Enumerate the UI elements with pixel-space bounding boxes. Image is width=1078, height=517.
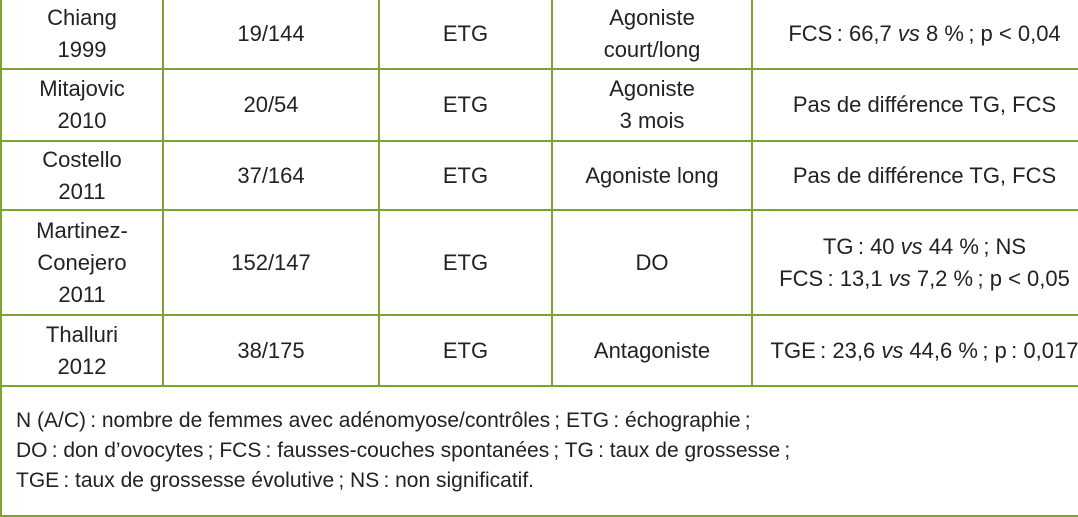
n-cell	[163, 141, 379, 210]
protocol-line: Agoniste	[609, 76, 695, 101]
result-cell	[752, 315, 1078, 386]
result-line: Pas de différence TG, FCS	[792, 162, 1057, 188]
study-cell	[1, 210, 163, 315]
n-value: 19/144	[237, 20, 305, 46]
table-row	[1, 141, 1078, 210]
footnote-row	[1, 386, 1078, 516]
footnote-line: DO : don d’ovocytes ; FCS : fausses-couches spontanées ; TG : taux de grossesse ;	[16, 439, 791, 462]
method-cell	[379, 69, 552, 141]
result-text: 44 % ; NS	[922, 233, 1027, 259]
study-cell	[1, 141, 163, 210]
study-name: Martinez-	[36, 217, 128, 243]
result-text: 7,2 % ; p < 0,05	[910, 265, 1070, 291]
result-text: 8 % ; p < 0,04	[919, 20, 1061, 46]
protocol-line: DO	[635, 249, 669, 275]
n-value: 152/147	[231, 249, 311, 275]
table-row	[1, 210, 1078, 315]
n-cell	[163, 69, 379, 141]
result-vs: vs	[881, 337, 904, 363]
n-value: 20/54	[243, 92, 299, 117]
study-year: 2011	[58, 281, 106, 307]
result-text: FCS : 13,1	[779, 265, 889, 291]
table-row	[1, 0, 1078, 69]
result-text: TG : 40	[822, 233, 901, 259]
method-value: ETG	[442, 249, 489, 275]
footnote-cell	[1, 386, 1078, 516]
result-text: FCS : 66,7	[788, 20, 898, 46]
method-cell	[379, 210, 552, 315]
study-name: Chiang	[47, 4, 117, 30]
study-cell	[1, 69, 163, 141]
study-name: Thalluri	[45, 321, 119, 347]
protocol-cell	[552, 0, 752, 69]
footnote-line: TGE : taux de grossesse évolutive ; NS : non significatif.	[16, 469, 535, 492]
protocol-line: Agoniste long	[585, 162, 719, 188]
result-line: Pas de différence TG, FCS	[792, 92, 1057, 117]
result-vs: vs	[900, 233, 923, 259]
table-row	[1, 315, 1078, 386]
protocol-cell	[552, 69, 752, 141]
table-row	[1, 69, 1078, 141]
n-cell	[163, 315, 379, 386]
study-year: 2010	[57, 108, 107, 133]
study-year: 1999	[57, 36, 107, 62]
n-cell	[163, 210, 379, 315]
method-value: ETG	[442, 337, 489, 363]
result-cell	[752, 69, 1078, 141]
protocol-line: 3 mois	[619, 108, 685, 133]
n-value: 37/164	[237, 162, 305, 188]
study-cell	[1, 0, 163, 69]
result-line	[759, 18, 1078, 50]
n-cell	[163, 0, 379, 69]
result-vs: vs	[897, 20, 920, 46]
protocol-cell	[552, 315, 752, 386]
study-year: 2012	[57, 353, 107, 379]
result-line	[759, 231, 1078, 263]
study-name: Conejero	[37, 249, 127, 275]
protocol-line: Agoniste	[609, 4, 695, 30]
method-cell	[379, 141, 552, 210]
result-cell	[752, 141, 1078, 210]
method-value: ETG	[442, 92, 489, 117]
method-value: ETG	[442, 20, 489, 46]
result-text: TGE : 23,6	[770, 337, 882, 363]
n-value: 38/175	[237, 337, 305, 363]
study-year: 2011	[58, 178, 106, 204]
protocol-cell	[552, 141, 752, 210]
method-cell	[379, 315, 552, 386]
protocol-line: Antagoniste	[593, 337, 711, 363]
result-line	[759, 335, 1078, 367]
protocol-cell	[552, 210, 752, 315]
result-line	[759, 263, 1078, 295]
result-text: 44,6 % ; p : 0,017	[903, 337, 1078, 363]
protocol-line: court/long	[603, 36, 701, 62]
study-cell	[1, 315, 163, 386]
method-cell	[379, 0, 552, 69]
footnote-line: N (A/C) : nombre de femmes avec adénomyose/contrôles ; ETG : échographie ;	[16, 409, 751, 432]
result-cell	[752, 0, 1078, 69]
study-name: Costello	[42, 146, 122, 172]
method-value: ETG	[442, 162, 489, 188]
result-cell	[752, 210, 1078, 315]
result-vs: vs	[888, 265, 911, 291]
study-name: Mitajovic	[39, 76, 125, 101]
